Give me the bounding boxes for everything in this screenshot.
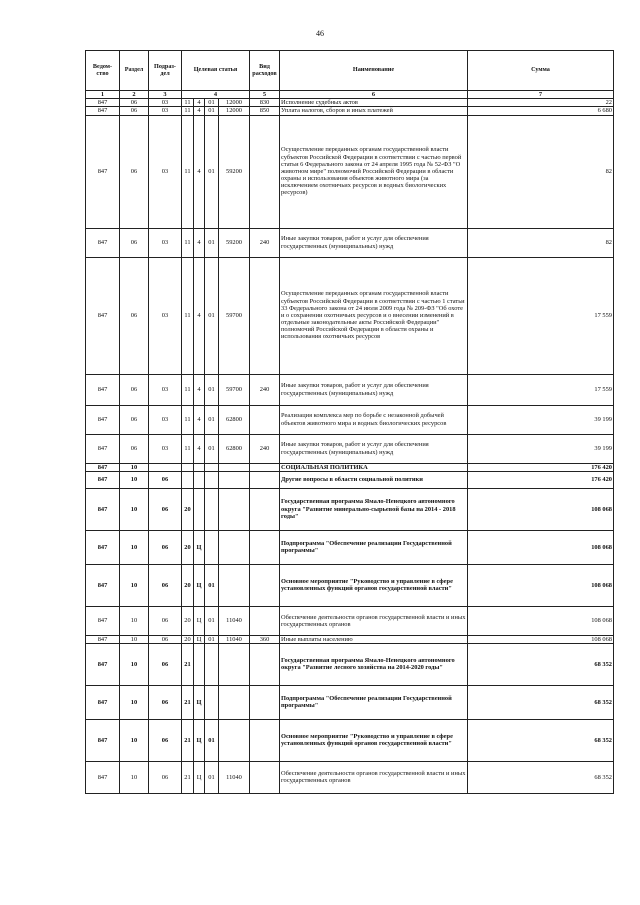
header-ved: Ведом-ство xyxy=(86,51,120,91)
cell-podrazdel: 03 xyxy=(149,228,182,257)
cell-target-program: 20 xyxy=(182,564,194,606)
table-row xyxy=(86,405,614,434)
cell-target-direction: 59200 xyxy=(219,228,250,257)
cell-razdel: 10 xyxy=(120,635,149,643)
cell-ved: 847 xyxy=(86,434,120,463)
cell-name: Иные закупки товаров, работ и услуг для обеспечения государственных (муниципальных) нужд xyxy=(280,434,468,463)
cell-target-program: 21 xyxy=(182,761,194,793)
cell-ved: 847 xyxy=(86,257,120,374)
table-row xyxy=(86,228,614,257)
cell-vid: 830 xyxy=(250,99,280,107)
cell-target-program: 20 xyxy=(182,488,194,530)
cell-sum: 6 680 xyxy=(468,107,614,115)
table-row xyxy=(86,635,614,643)
cell-target-direction xyxy=(219,488,250,530)
cell-name: Иные закупки товаров, работ и услуг для обеспечения государственных (муниципальных) нужд xyxy=(280,374,468,405)
cell-ved: 847 xyxy=(86,115,120,228)
cell-sum: 22 xyxy=(468,99,614,107)
cell-vid xyxy=(250,257,280,374)
cell-target-event: 01 xyxy=(205,107,219,115)
cell-target-direction: 11040 xyxy=(219,606,250,635)
cell-name: Обеспечение деятельности органов государственной власти и иных государственных органов xyxy=(280,606,468,635)
header-name: Наименование xyxy=(280,51,468,91)
cell-ved: 847 xyxy=(86,228,120,257)
cell-target-event: 01 xyxy=(205,374,219,405)
cell-vid xyxy=(250,685,280,719)
cell-podrazdel: 06 xyxy=(149,761,182,793)
cell-target-direction xyxy=(219,564,250,606)
table-row xyxy=(86,643,614,685)
cell-ved: 847 xyxy=(86,635,120,643)
cell-podrazdel: 06 xyxy=(149,606,182,635)
cell-target-subprogram xyxy=(194,471,205,488)
cell-target-direction xyxy=(219,719,250,761)
cell-target-subprogram: Ц xyxy=(194,685,205,719)
cell-target-subprogram: Ц xyxy=(194,564,205,606)
cell-target-subprogram: Ц xyxy=(194,530,205,564)
table-row xyxy=(86,257,614,374)
cell-target-subprogram: 4 xyxy=(194,99,205,107)
table-row xyxy=(86,107,614,115)
cell-target-program: 21 xyxy=(182,643,194,685)
cell-podrazdel: 06 xyxy=(149,471,182,488)
cell-target-event: 01 xyxy=(205,635,219,643)
cell-target-subprogram: Ц xyxy=(194,606,205,635)
cell-name: Обеспечение деятельности органов государственной власти и иных государственных органов xyxy=(280,761,468,793)
cell-ved: 847 xyxy=(86,564,120,606)
cell-sum: 108 068 xyxy=(468,564,614,606)
cell-sum: 108 068 xyxy=(468,530,614,564)
cell-target-direction xyxy=(219,685,250,719)
cell-razdel: 10 xyxy=(120,761,149,793)
cell-vid xyxy=(250,471,280,488)
cell-ved: 847 xyxy=(86,471,120,488)
cell-podrazdel: 06 xyxy=(149,643,182,685)
cell-sum: 108 068 xyxy=(468,606,614,635)
table-row xyxy=(86,685,614,719)
cell-target-subprogram: 4 xyxy=(194,434,205,463)
cell-razdel: 06 xyxy=(120,107,149,115)
cell-name: Иные выплаты населению xyxy=(280,635,468,643)
budget-table xyxy=(85,50,614,794)
cell-target-event: 01 xyxy=(205,405,219,434)
header-sum: Сумма xyxy=(468,51,614,91)
cell-razdel: 10 xyxy=(120,685,149,719)
header-razdel: Раздел xyxy=(120,51,149,91)
cell-ved: 847 xyxy=(86,761,120,793)
cell-name: Основное мероприятие "Руководство и управление в сфере установленных функций органов государственной власти" xyxy=(280,564,468,606)
col-number: 3 xyxy=(149,91,182,99)
header-podrazdel: Подраз-дел xyxy=(149,51,182,91)
cell-vid xyxy=(250,643,280,685)
cell-target-program: 21 xyxy=(182,685,194,719)
cell-sum: 17 559 xyxy=(468,374,614,405)
col-number: 1 xyxy=(86,91,120,99)
cell-target-program: 21 xyxy=(182,719,194,761)
cell-ved: 847 xyxy=(86,463,120,471)
cell-target-event: 01 xyxy=(205,115,219,228)
cell-podrazdel: 03 xyxy=(149,405,182,434)
cell-target-program xyxy=(182,471,194,488)
cell-target-direction: 59700 xyxy=(219,374,250,405)
cell-sum: 176 420 xyxy=(468,471,614,488)
cell-ved: 847 xyxy=(86,685,120,719)
header-target: Целевая статья xyxy=(182,51,250,91)
cell-target-subprogram: Ц xyxy=(194,761,205,793)
cell-razdel: 10 xyxy=(120,564,149,606)
cell-sum: 39 199 xyxy=(468,405,614,434)
cell-podrazdel: 03 xyxy=(149,374,182,405)
cell-sum: 68 352 xyxy=(468,761,614,793)
cell-sum: 82 xyxy=(468,115,614,228)
cell-razdel: 10 xyxy=(120,530,149,564)
cell-name: Подпрограмма "Обеспечение реализации Государственной программы" xyxy=(280,530,468,564)
cell-vid: 360 xyxy=(250,635,280,643)
cell-target-direction: 11040 xyxy=(219,635,250,643)
cell-target-program: 11 xyxy=(182,228,194,257)
cell-vid xyxy=(250,405,280,434)
cell-name: Осуществление переданных органам государственной власти субъектов Российской Федерации в соответствии с частью первой статьи 6 Федерального закона от 24 апреля 1995 года № 52-ФЗ "О животном мире" полномочий Российской Федерации в области охраны и использования объектов животного мира (за исключением охотничьих ресурсов и водных биологических ресурсов) xyxy=(280,115,468,228)
cell-podrazdel: 03 xyxy=(149,99,182,107)
cell-sum: 176 420 xyxy=(468,463,614,471)
cell-vid xyxy=(250,530,280,564)
cell-target-subprogram: 4 xyxy=(194,257,205,374)
cell-sum: 82 xyxy=(468,228,614,257)
cell-target-direction xyxy=(219,463,250,471)
cell-sum: 108 068 xyxy=(468,635,614,643)
cell-target-direction: 12000 xyxy=(219,99,250,107)
table-row xyxy=(86,374,614,405)
cell-razdel: 10 xyxy=(120,643,149,685)
cell-podrazdel: 06 xyxy=(149,685,182,719)
table-row xyxy=(86,488,614,530)
cell-name: Уплата налогов, сборов и иных платежей xyxy=(280,107,468,115)
cell-target-event xyxy=(205,488,219,530)
cell-ved: 847 xyxy=(86,107,120,115)
cell-target-event: 01 xyxy=(205,761,219,793)
cell-name: Основное мероприятие "Руководство и управление в сфере установленных функций органов государственной власти" xyxy=(280,719,468,761)
table-row xyxy=(86,761,614,793)
cell-target-event xyxy=(205,643,219,685)
cell-vid: 240 xyxy=(250,374,280,405)
cell-target-program: 11 xyxy=(182,434,194,463)
cell-target-event: 01 xyxy=(205,434,219,463)
cell-target-event xyxy=(205,463,219,471)
cell-target-program: 11 xyxy=(182,374,194,405)
cell-sum: 68 352 xyxy=(468,643,614,685)
cell-name: Государственная программа Ямало-Ненецкого автономного округа "Развитие минерально-сырьевой базы на 2014 - 2018 годы" xyxy=(280,488,468,530)
cell-target-direction: 62800 xyxy=(219,434,250,463)
cell-razdel: 06 xyxy=(120,115,149,228)
cell-razdel: 06 xyxy=(120,405,149,434)
cell-target-subprogram: 4 xyxy=(194,107,205,115)
cell-vid xyxy=(250,463,280,471)
cell-target-subprogram xyxy=(194,463,205,471)
cell-ved: 847 xyxy=(86,606,120,635)
cell-sum: 68 352 xyxy=(468,685,614,719)
cell-name: СОЦИАЛЬНАЯ ПОЛИТИКА xyxy=(280,463,468,471)
cell-target-event xyxy=(205,471,219,488)
cell-target-direction: 12000 xyxy=(219,107,250,115)
cell-target-subprogram: 4 xyxy=(194,115,205,228)
cell-razdel: 06 xyxy=(120,99,149,107)
cell-target-subprogram: 4 xyxy=(194,228,205,257)
cell-target-direction: 59200 xyxy=(219,115,250,228)
cell-name: Осуществление переданных органам государственной власти субъектов Российской Федерации в соответствии с частью 1 статьи 33 Федерального закона от 24 июля 2009 года № 209-ФЗ "Об охоте и о сохранении охотничьих ресурсов и о внесении изменений в отдельные законодательные акты Российской Федерации" полномочий Российской Федерации в области охраны и использования охотничьих ресурсов xyxy=(280,257,468,374)
cell-vid: 850 xyxy=(250,107,280,115)
cell-target-program: 20 xyxy=(182,606,194,635)
cell-target-subprogram: Ц xyxy=(194,635,205,643)
cell-razdel: 10 xyxy=(120,471,149,488)
cell-vid: 240 xyxy=(250,434,280,463)
cell-target-event: 01 xyxy=(205,99,219,107)
cell-name: Подпрограмма "Обеспечение реализации Государственной программы" xyxy=(280,685,468,719)
cell-target-direction xyxy=(219,471,250,488)
cell-target-event: 01 xyxy=(205,228,219,257)
cell-target-direction: 59700 xyxy=(219,257,250,374)
cell-target-program: 11 xyxy=(182,99,194,107)
cell-vid xyxy=(250,564,280,606)
cell-name: Реализация комплекса мер по борьбе с незаконной добычей объектов животного мира и водных биологических ресурсов xyxy=(280,405,468,434)
cell-ved: 847 xyxy=(86,643,120,685)
cell-target-subprogram: Ц xyxy=(194,719,205,761)
cell-razdel: 10 xyxy=(120,719,149,761)
cell-target-program xyxy=(182,463,194,471)
cell-podrazdel: 06 xyxy=(149,719,182,761)
cell-ved: 847 xyxy=(86,99,120,107)
cell-sum: 17 559 xyxy=(468,257,614,374)
cell-ved: 847 xyxy=(86,488,120,530)
cell-target-subprogram xyxy=(194,643,205,685)
cell-target-program: 11 xyxy=(182,257,194,374)
cell-razdel: 06 xyxy=(120,374,149,405)
cell-vid xyxy=(250,115,280,228)
cell-target-program: 20 xyxy=(182,530,194,564)
col-number: 7 xyxy=(468,91,614,99)
cell-razdel: 10 xyxy=(120,463,149,471)
cell-name: Иные закупки товаров, работ и услуг для обеспечения государственных (муниципальных) нужд xyxy=(280,228,468,257)
cell-target-program: 11 xyxy=(182,115,194,228)
table-row xyxy=(86,463,614,471)
cell-target-program: 11 xyxy=(182,107,194,115)
table-row xyxy=(86,719,614,761)
cell-podrazdel: 06 xyxy=(149,530,182,564)
cell-vid: 240 xyxy=(250,228,280,257)
cell-target-program: 20 xyxy=(182,635,194,643)
cell-ved: 847 xyxy=(86,530,120,564)
page-number: 46 xyxy=(316,29,324,38)
cell-target-direction: 11040 xyxy=(219,761,250,793)
cell-vid xyxy=(250,719,280,761)
cell-razdel: 10 xyxy=(120,488,149,530)
cell-razdel: 06 xyxy=(120,434,149,463)
cell-podrazdel: 03 xyxy=(149,107,182,115)
cell-name: Государственная программа Ямало-Ненецкого автономного округа "Развитие лесного хозяйства на 2014-2020 годы" xyxy=(280,643,468,685)
cell-razdel: 10 xyxy=(120,606,149,635)
table-row xyxy=(86,115,614,228)
cell-name: Другие вопросы в области социальной политики xyxy=(280,471,468,488)
cell-podrazdel: 06 xyxy=(149,564,182,606)
cell-target-event: 01 xyxy=(205,257,219,374)
cell-target-event xyxy=(205,685,219,719)
cell-ved: 847 xyxy=(86,719,120,761)
cell-target-direction: 62800 xyxy=(219,405,250,434)
cell-target-event: 01 xyxy=(205,606,219,635)
cell-podrazdel xyxy=(149,463,182,471)
cell-podrazdel: 06 xyxy=(149,488,182,530)
table-row xyxy=(86,434,614,463)
cell-target-subprogram: 4 xyxy=(194,374,205,405)
cell-target-event: 01 xyxy=(205,564,219,606)
col-number: 6 xyxy=(280,91,468,99)
cell-target-program: 11 xyxy=(182,405,194,434)
table-row xyxy=(86,564,614,606)
table-row xyxy=(86,530,614,564)
cell-target-event xyxy=(205,530,219,564)
cell-target-event: 01 xyxy=(205,719,219,761)
cell-vid xyxy=(250,606,280,635)
cell-sum: 39 199 xyxy=(468,434,614,463)
cell-razdel: 06 xyxy=(120,257,149,374)
col-number: 5 xyxy=(250,91,280,99)
cell-sum: 108 068 xyxy=(468,488,614,530)
cell-ved: 847 xyxy=(86,374,120,405)
cell-razdel: 06 xyxy=(120,228,149,257)
cell-target-direction xyxy=(219,643,250,685)
cell-target-subprogram: 4 xyxy=(194,405,205,434)
cell-name: Исполнение судебных актов xyxy=(280,99,468,107)
table-row xyxy=(86,606,614,635)
cell-podrazdel: 03 xyxy=(149,434,182,463)
col-number: 4 xyxy=(182,91,250,99)
header-vid: Вид расходов xyxy=(250,51,280,91)
col-number: 2 xyxy=(120,91,149,99)
cell-sum: 68 352 xyxy=(468,719,614,761)
cell-ved: 847 xyxy=(86,405,120,434)
table-row xyxy=(86,471,614,488)
table-row xyxy=(86,99,614,107)
cell-vid xyxy=(250,488,280,530)
cell-target-direction xyxy=(219,530,250,564)
cell-podrazdel: 03 xyxy=(149,115,182,228)
cell-vid xyxy=(250,761,280,793)
cell-podrazdel: 03 xyxy=(149,257,182,374)
cell-target-subprogram xyxy=(194,488,205,530)
cell-podrazdel: 06 xyxy=(149,635,182,643)
